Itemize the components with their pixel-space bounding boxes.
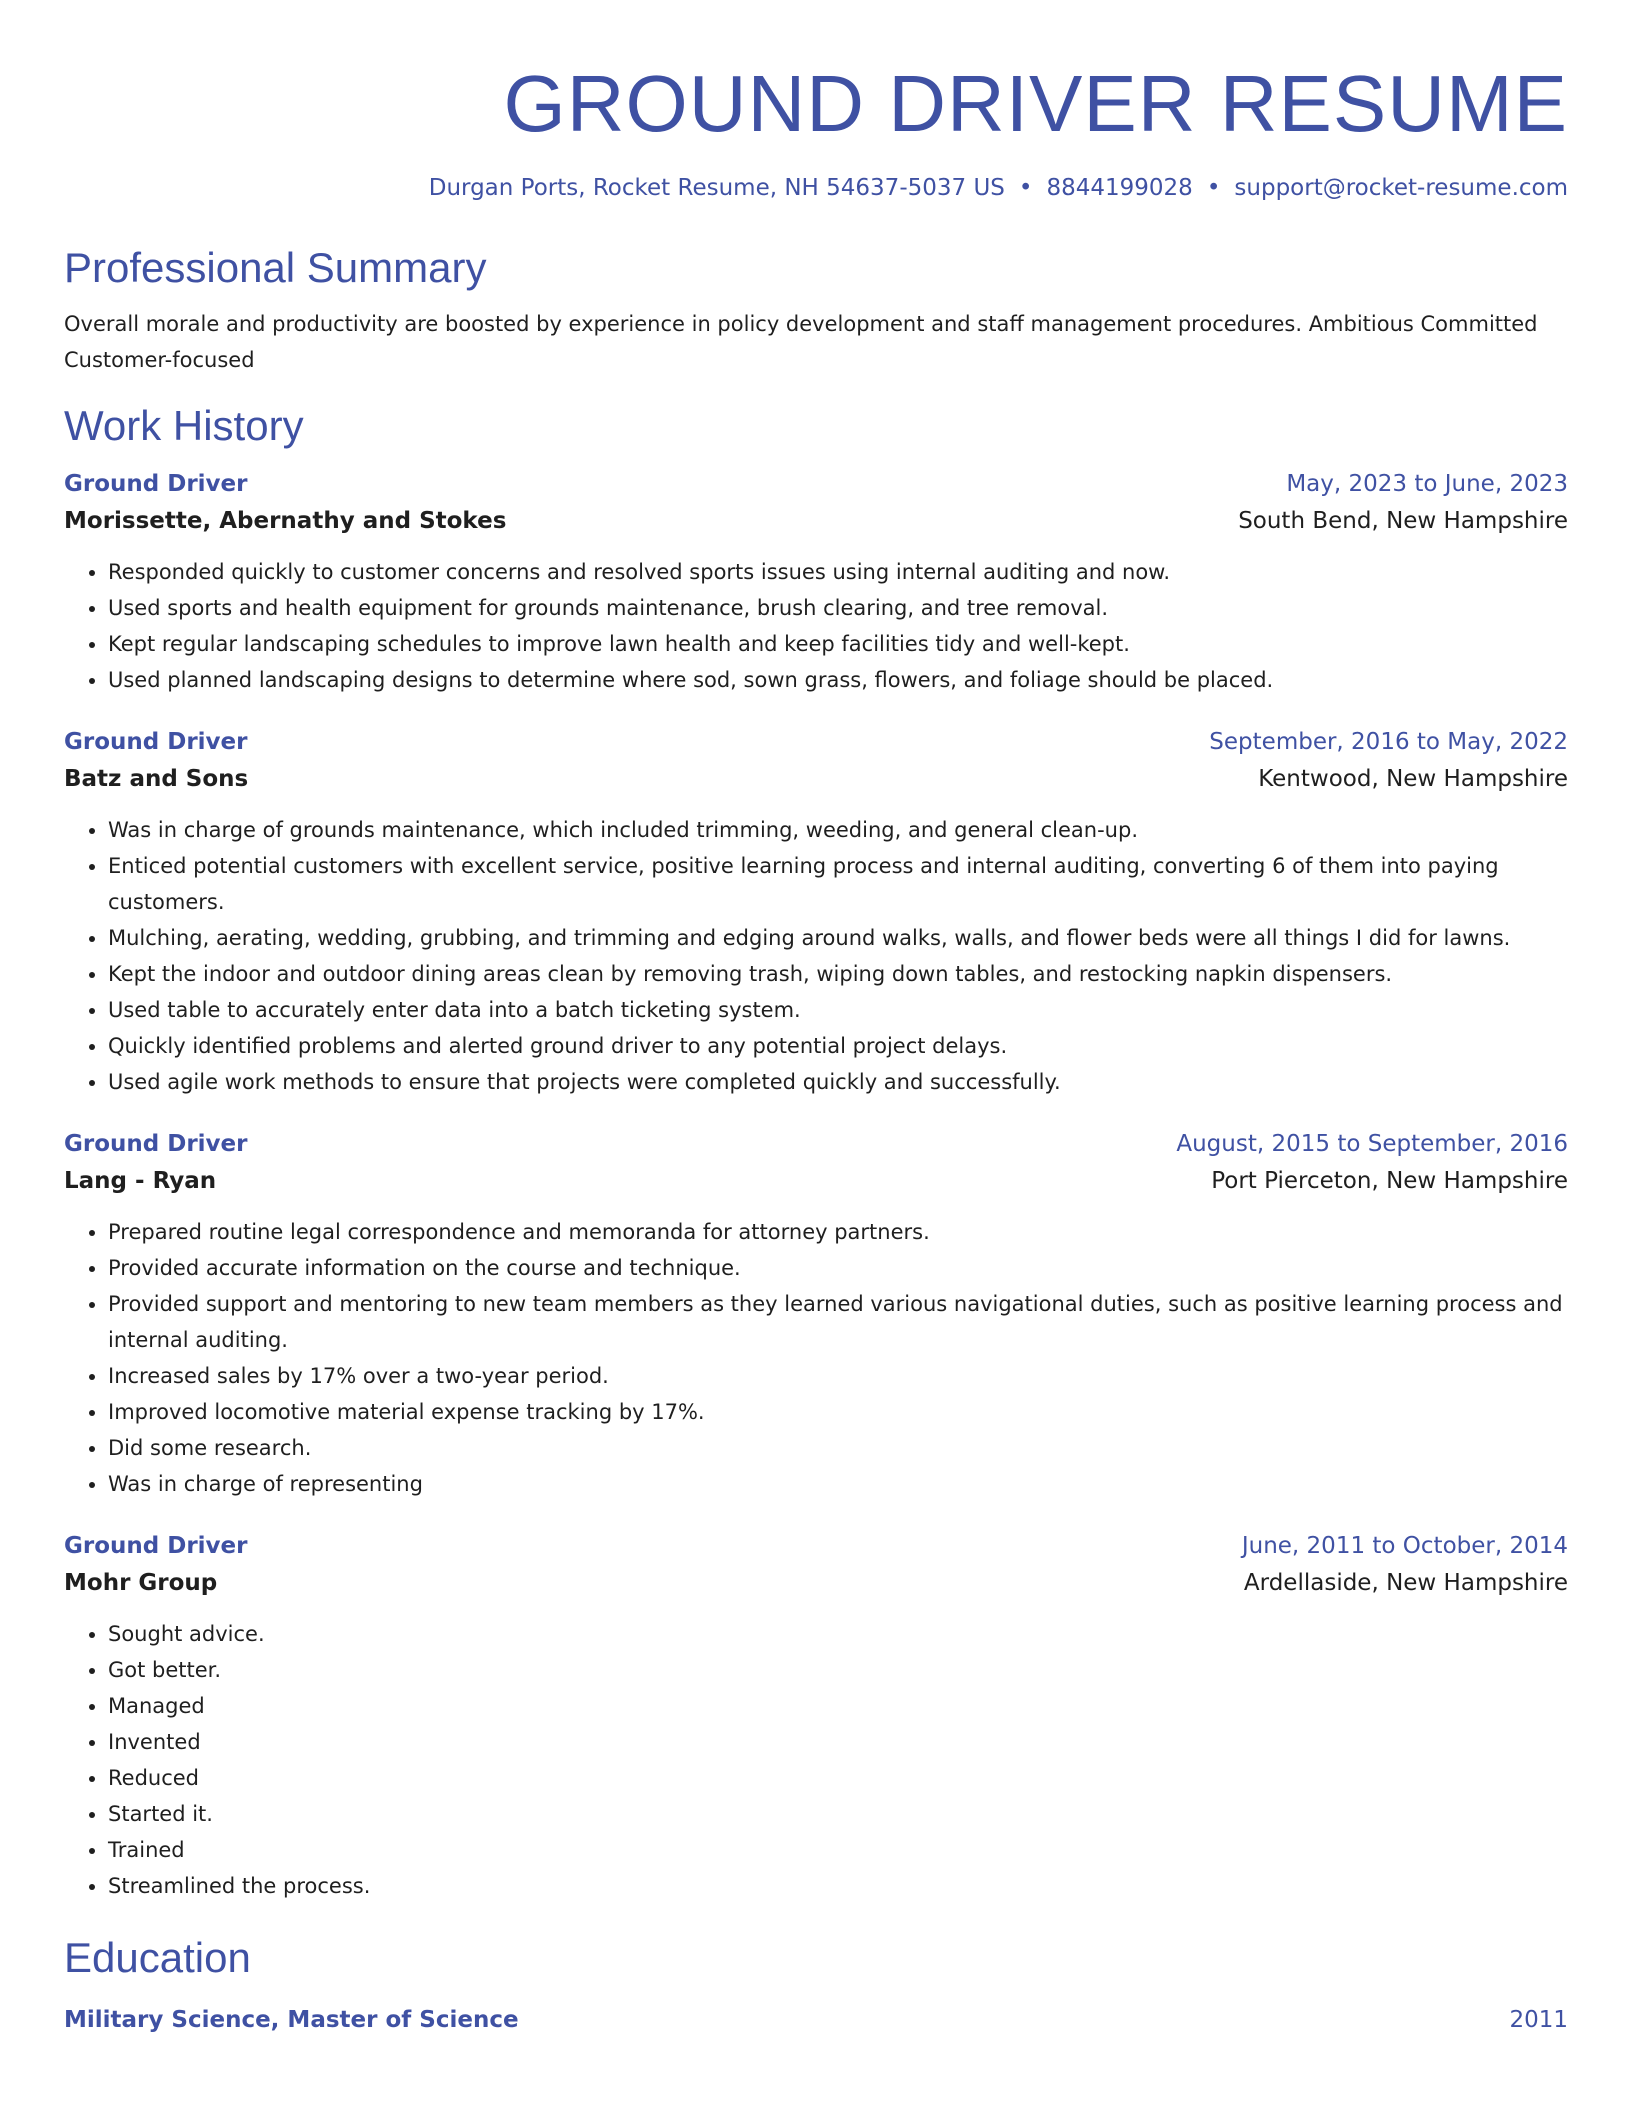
job-location: Ardellaside, New Hampshire — [1243, 1570, 1568, 1596]
list-item: • Started it. — [108, 1796, 1568, 1832]
job-title: Ground Driver — [64, 1533, 248, 1559]
list-item: • Streamlined the process. — [108, 1868, 1568, 1904]
contact-address: Durgan Ports, Rocket Resume, NH 54637-5037 US — [428, 175, 1005, 201]
education-degree: Military Science, Master of Science — [64, 2007, 519, 2033]
summary-heading: Professional Summary — [64, 244, 487, 291]
job-location: South Bend, New Hampshire — [1238, 508, 1568, 534]
job-entry — [64, 1528, 1568, 1904]
job-entry — [64, 1126, 1568, 1502]
job-bullets — [64, 554, 1568, 698]
list-item: • Got better. — [108, 1652, 1568, 1688]
summary-text: Overall morale and productivity are boosted by experience in policy development and staff management procedures. Ambitious Committed Customer-focused — [64, 312, 1538, 372]
job-entry — [64, 724, 1568, 1100]
job-bullets — [64, 1616, 1568, 1904]
job-company: Lang - Ryan — [64, 1168, 217, 1194]
list-item: • Improved locomotive material expense tracking by 17%. — [108, 1394, 1568, 1430]
list-item: • Responded quickly to customer concerns and resolved sports issues using internal auditing and now. — [108, 554, 1568, 590]
job-dates: August, 2015 to September, 2016 — [1176, 1131, 1568, 1157]
list-item: • Invented — [108, 1724, 1568, 1760]
job-title: Ground Driver — [64, 1131, 248, 1157]
work-history-heading: Work History — [64, 402, 304, 449]
list-item: • Provided accurate information on the course and technique. — [108, 1250, 1568, 1286]
resume-title: GROUND DRIVER RESUME — [503, 59, 1568, 148]
education-entry — [64, 2002, 1568, 2038]
job-entry — [64, 466, 1568, 698]
job-title: Ground Driver — [64, 729, 248, 755]
list-item: • Was in charge of representing — [108, 1466, 1568, 1502]
job-dates: May, 2023 to June, 2023 — [1286, 471, 1568, 497]
education-year: 2011 — [1509, 2007, 1568, 2033]
job-title: Ground Driver — [64, 471, 248, 497]
list-item: • Sought advice. — [108, 1616, 1568, 1652]
list-item: • Kept the indoor and outdoor dining areas clean by removing trash, wiping down tables, and restocking napkin dispensers. — [108, 956, 1568, 992]
job-bullets — [64, 1214, 1568, 1502]
job-bullets — [64, 812, 1568, 1100]
list-item: • Enticed potential customers with excellent service, positive learning process and internal auditing, converting 6 of them into paying customers. — [108, 848, 1568, 920]
job-dates: September, 2016 to May, 2022 — [1209, 729, 1568, 755]
job-location: Kentwood, New Hampshire — [1258, 766, 1568, 792]
list-item: • Used planned landscaping designs to determine where sod, sown grass, flowers, and foliage should be placed. — [108, 662, 1568, 698]
contact-separator: • — [1018, 175, 1033, 201]
list-item: • Prepared routine legal correspondence and memoranda for attorney partners. — [108, 1214, 1568, 1250]
list-item: • Provided support and mentoring to new team members as they learned various navigational duties, such as positive learning process and internal auditing. — [108, 1286, 1568, 1358]
list-item: • Used table to accurately enter data into a batch ticketing system. — [108, 992, 1568, 1028]
list-item: • Was in charge of grounds maintenance, which included trimming, weeding, and general clean-up. — [108, 812, 1568, 848]
contact-email: support@rocket-resume.com — [1234, 175, 1568, 201]
job-dates: June, 2011 to October, 2014 — [1241, 1533, 1568, 1559]
contact-separator: • — [1206, 175, 1221, 201]
list-item: • Quickly identified problems and alerted ground driver to any potential project delays. — [108, 1028, 1568, 1064]
list-item: • Kept regular landscaping schedules to improve lawn health and keep facilities tidy and well-kept. — [108, 626, 1568, 662]
list-item: • Used sports and health equipment for grounds maintenance, brush clearing, and tree removal. — [108, 590, 1568, 626]
list-item: • Did some research. — [108, 1430, 1568, 1466]
job-company: Batz and Sons — [64, 766, 249, 792]
list-item: • Managed — [108, 1688, 1568, 1724]
job-company: Mohr Group — [64, 1570, 218, 1596]
resume-page — [64, 0, 1568, 2038]
list-item: • Mulching, aerating, wedding, grubbing, and trimming and edging around walks, walls, and flower beds were all things I did for lawns. — [108, 920, 1568, 956]
education-heading: Education — [64, 1934, 251, 1981]
contact-line — [64, 172, 1568, 204]
job-location: Port Pierceton, New Hampshire — [1211, 1168, 1568, 1194]
contact-phone: 8844199028 — [1046, 175, 1193, 201]
list-item: • Trained — [108, 1832, 1568, 1868]
list-item: • Increased sales by 17% over a two-year period. — [108, 1358, 1568, 1394]
job-company: Morissette, Abernathy and Stokes — [64, 508, 507, 534]
list-item: • Reduced — [108, 1760, 1568, 1796]
list-item: • Used agile work methods to ensure that projects were completed quickly and successfully. — [108, 1064, 1568, 1100]
